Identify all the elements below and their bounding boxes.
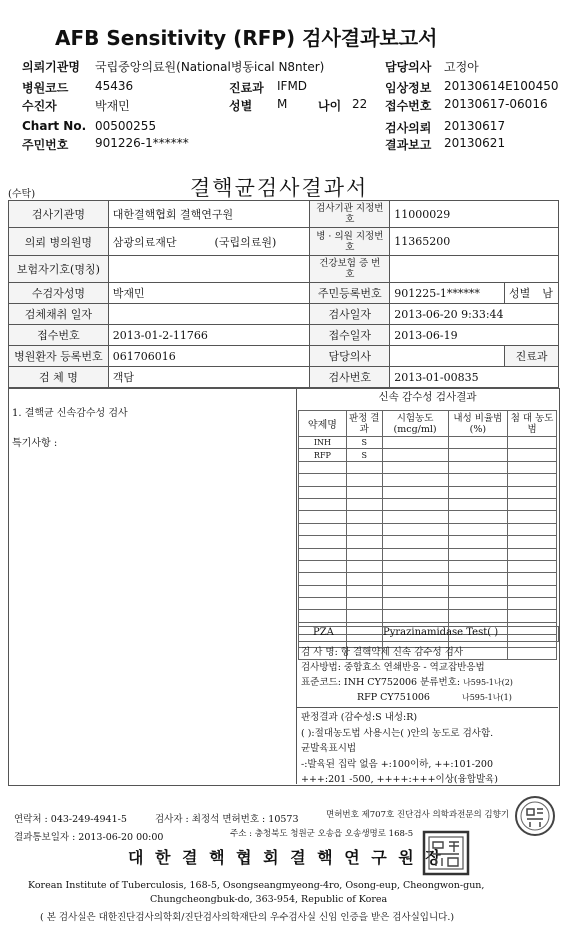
cell — [346, 523, 382, 535]
exam-date-label: 검사일자 — [310, 304, 390, 325]
drug-rfp-result: S — [346, 449, 382, 461]
class-rfp: 나595-1나(1) — [461, 693, 512, 702]
special-note-label: 특기사항 : — [12, 438, 58, 449]
label-age: 나이 — [318, 99, 342, 113]
pza-label: PZA — [313, 627, 334, 638]
cell — [299, 560, 347, 572]
cell — [448, 486, 508, 498]
receipt-label: 접수번호 — [9, 325, 109, 346]
cell — [448, 598, 508, 610]
cell — [508, 461, 557, 473]
official-seal — [422, 830, 470, 876]
cell — [382, 511, 448, 523]
cell — [346, 486, 382, 498]
judge-growth-1: -:발육된 집락 없음 +:100이하, ++:101-200 — [301, 758, 493, 770]
patient-label: 수검자성명 — [9, 283, 109, 304]
label-sex: 성별 — [229, 99, 253, 113]
inst-no-value: 11000029 — [390, 201, 559, 228]
cell — [382, 560, 448, 572]
cell — [346, 474, 382, 486]
cell — [346, 536, 382, 548]
cell — [346, 560, 382, 572]
certification-note: ( 본 검사실은 대한진단검사의학회/진단검사의학재단의 우수검사실 신임 인증을 받은 검사실입니다.) — [40, 912, 455, 923]
insurance-no-value — [390, 256, 559, 283]
cell — [448, 585, 508, 597]
cell — [382, 598, 448, 610]
cell — [299, 498, 347, 510]
examiner: 검사자 : 최정석 면허번호 : 10573 — [155, 814, 299, 825]
value-hospital-code: 45436 — [95, 79, 134, 93]
label-request-date: 검사의뢰 — [385, 121, 432, 135]
license-no: 면허번호 제707호 진단검사 의학과전문의 김향기 — [326, 810, 510, 820]
inst-no-label: 검사기관 지정번호 — [310, 201, 390, 228]
cell — [299, 585, 347, 597]
value-patient: 박재민 — [95, 99, 130, 113]
cell — [346, 573, 382, 585]
value-receipt-no: 20130617-06016 — [444, 97, 548, 111]
code-rfp-text: RFP CY751006 — [357, 692, 430, 703]
result-divider — [296, 388, 297, 784]
method-code-rfp — [301, 690, 557, 705]
test-no-value: 2013-01-00835 — [390, 367, 559, 388]
value-chart-no: 00500255 — [95, 119, 157, 133]
col-drug: 약제명 — [299, 411, 347, 437]
org-name-kr: 대 한 결 핵 협 회 결 핵 연 구 원 장 — [128, 848, 444, 867]
req-no-label: 병 · 의원 지정번호 — [310, 228, 390, 256]
cell — [299, 573, 347, 585]
cell — [448, 461, 508, 473]
collect-date-value — [108, 304, 310, 325]
receipt-date-label: 접수일자 — [310, 325, 390, 346]
label-hospital-code: 병원코드 — [22, 81, 69, 95]
cell — [448, 474, 508, 486]
info-table — [8, 200, 559, 388]
rapid-title: 신속 감수성 검사결과 — [378, 391, 477, 403]
patient-value: 박재민 — [108, 283, 310, 304]
col-judgement: 판정 결과 — [346, 411, 382, 437]
cell — [382, 461, 448, 473]
cell — [508, 573, 557, 585]
req-cell — [108, 228, 310, 256]
cell — [299, 523, 347, 535]
cell — [448, 610, 508, 622]
cell — [508, 548, 557, 560]
cell — [382, 548, 448, 560]
value-doctor: 고정아 — [444, 60, 479, 74]
test-item: 1. 결핵균 신속감수성 검사 — [12, 408, 128, 419]
specimen-value: 객담 — [108, 367, 310, 388]
accreditation-seal — [515, 796, 555, 836]
cell — [448, 511, 508, 523]
judge-growth-2: +++:201 -500, ++++:+++이상(융합발육) — [301, 774, 499, 785]
code-inh-text: 표준코드: INH CY752006 분류번호: — [301, 677, 461, 688]
cell — [299, 610, 347, 622]
reg-no-label: 병원환자 등록번호 — [9, 346, 109, 367]
value-rrn: 901226-1****** — [95, 136, 189, 150]
method-block — [301, 645, 557, 705]
cell — [448, 548, 508, 560]
cell — [448, 498, 508, 510]
cell — [346, 585, 382, 597]
accreditation-graphic — [517, 798, 553, 834]
report-title: AFB Sensitivity (RFP) 검사결과보고서 — [55, 26, 438, 50]
doctor-value — [390, 346, 505, 367]
cell — [299, 474, 347, 486]
cell — [508, 511, 557, 523]
cell — [382, 474, 448, 486]
cell — [299, 511, 347, 523]
judgement-block — [301, 710, 557, 788]
inst-value: 대한결핵협회 결핵연구원 — [108, 201, 310, 228]
org-address-en-2: Chungcheongbuk-do, 363-954, Republic of Korea — [150, 894, 388, 905]
cell — [382, 437, 448, 449]
judge-note: ( ):절대농도법 사용시는( )안의 농도로 검사함. — [301, 727, 494, 739]
cell — [346, 548, 382, 560]
org-address-en-1: Korean Institute of Tuberculosis, 168-5, Osongseangmyeong-4ro, Osong-eup, Cheongwon-gun, — [28, 880, 485, 891]
drug-inh-result: S — [346, 437, 382, 449]
cell — [299, 548, 347, 560]
collect-date-label: 검체채취 일자 — [9, 304, 109, 325]
cell — [346, 461, 382, 473]
label-institution: 의뢰기관명 — [22, 60, 80, 74]
cell — [508, 560, 557, 572]
cell — [346, 610, 382, 622]
insurance-no-label: 건강보험 증 번 호 — [310, 256, 390, 283]
label-report-date: 결과보고 — [385, 138, 432, 152]
col-resistance: 내성 비율범(%) — [448, 411, 508, 437]
label-rrn: 주민번호 — [22, 138, 69, 152]
cell — [448, 560, 508, 572]
judge-legend: 판정결과 (감수성:S 내성:R) — [301, 712, 418, 723]
value-clinical-info: 20130614E100450 — [444, 79, 559, 93]
certificate-title: 결핵균검사결과서 — [190, 176, 369, 200]
cell — [382, 610, 448, 622]
cell — [382, 498, 448, 510]
col-concentration: 시험농도 (mcg/ml) — [382, 411, 448, 437]
drug-inh: INH — [299, 437, 347, 449]
cell — [346, 498, 382, 510]
sex-cell — [505, 283, 559, 304]
doctor-label: 담당의사 — [310, 346, 390, 367]
pza-text: Pyrazinamidase Test( ) — [383, 627, 499, 638]
req-value: 삼광의료재단 — [112, 235, 177, 249]
exam-date-value: 2013-06-20 9:33:44 — [390, 304, 559, 325]
dept-label: 진료과 — [505, 346, 559, 367]
cell — [299, 461, 347, 473]
cell — [508, 474, 557, 486]
reg-no-value: 061706016 — [108, 346, 310, 367]
label-doctor: 담당의사 — [385, 60, 432, 74]
req-no-value: 11365200 — [390, 228, 559, 256]
cell — [299, 486, 347, 498]
value-institution: 국립중앙의료원(National병동ical N8nter) — [95, 60, 325, 74]
method-divider — [297, 707, 558, 708]
seal-graphic — [422, 830, 470, 876]
cell — [508, 598, 557, 610]
cell — [382, 573, 448, 585]
value-request-date: 20130617 — [444, 119, 506, 133]
cell — [382, 536, 448, 548]
specimen-label: 검 체 명 — [9, 367, 109, 388]
judge-growth-title: 균발육표시법 — [301, 743, 357, 754]
label-patient: 수진자 — [22, 99, 57, 113]
cell — [382, 585, 448, 597]
inst-label: 검사기관명 — [9, 201, 109, 228]
method-type: 검사방법: 중합효소 연쇄반응 - 역교잡반응법 — [301, 662, 485, 673]
cell — [299, 536, 347, 548]
cell — [508, 449, 557, 461]
address: 주소 : 충청북도 청원군 오송읍 오송생명로 168-5 — [230, 829, 414, 839]
cell — [382, 523, 448, 535]
pza-row — [298, 626, 559, 642]
value-department: IFMD — [277, 79, 308, 93]
label-receipt-no: 접수번호 — [385, 99, 432, 113]
consign-tag: (수탁) — [8, 189, 36, 200]
cell — [346, 598, 382, 610]
cell — [508, 437, 557, 449]
receipt-value: 2013-01-2-11766 — [108, 325, 310, 346]
cell — [448, 449, 508, 461]
sex-value: 남 — [542, 287, 553, 300]
label-chart-no: Chart No. — [22, 119, 87, 133]
req-note: (국립의료원) — [214, 235, 277, 249]
cell — [382, 449, 448, 461]
cell — [508, 498, 557, 510]
rrn-label: 주민등록번호 — [310, 283, 390, 304]
cell — [508, 610, 557, 622]
receipt-date-value: 2013-06-19 — [390, 325, 559, 346]
cell — [508, 523, 557, 535]
method-code-inh — [301, 675, 557, 690]
cell — [346, 511, 382, 523]
sex-label: 성별 — [509, 287, 531, 300]
contact: 연락처 : 043-249-4941-5 — [14, 814, 127, 825]
rrn-value: 901225-1****** — [390, 283, 505, 304]
cell — [508, 486, 557, 498]
cell — [382, 486, 448, 498]
insurer-label: 보험자기호(명칭) — [9, 256, 109, 283]
insurer-value — [108, 256, 310, 283]
cell — [448, 536, 508, 548]
cell — [508, 585, 557, 597]
cell — [448, 573, 508, 585]
rapid-result-table — [298, 410, 557, 660]
drug-rfp: RFP — [299, 449, 347, 461]
col-absolute: 첨 대 농도범 — [508, 411, 557, 437]
value-report-date: 20130621 — [444, 136, 506, 150]
class-inh: 나595-1나(2) — [463, 678, 513, 687]
value-age: 22 — [352, 97, 368, 111]
method-name: 검 사 명: 항 결핵약제 신속 감수성 검사 — [301, 647, 463, 658]
cell — [448, 437, 508, 449]
label-clinical-info: 임상정보 — [385, 81, 432, 95]
report-date: 결과통보일자 : 2013-06-20 00:00 — [14, 832, 164, 843]
cell — [299, 598, 347, 610]
value-sex: M — [277, 97, 288, 111]
req-label: 의뢰 병의원명 — [9, 228, 109, 256]
test-no-label: 검사번호 — [310, 367, 390, 388]
cell — [448, 523, 508, 535]
label-department: 진료과 — [229, 81, 264, 95]
cell — [508, 536, 557, 548]
